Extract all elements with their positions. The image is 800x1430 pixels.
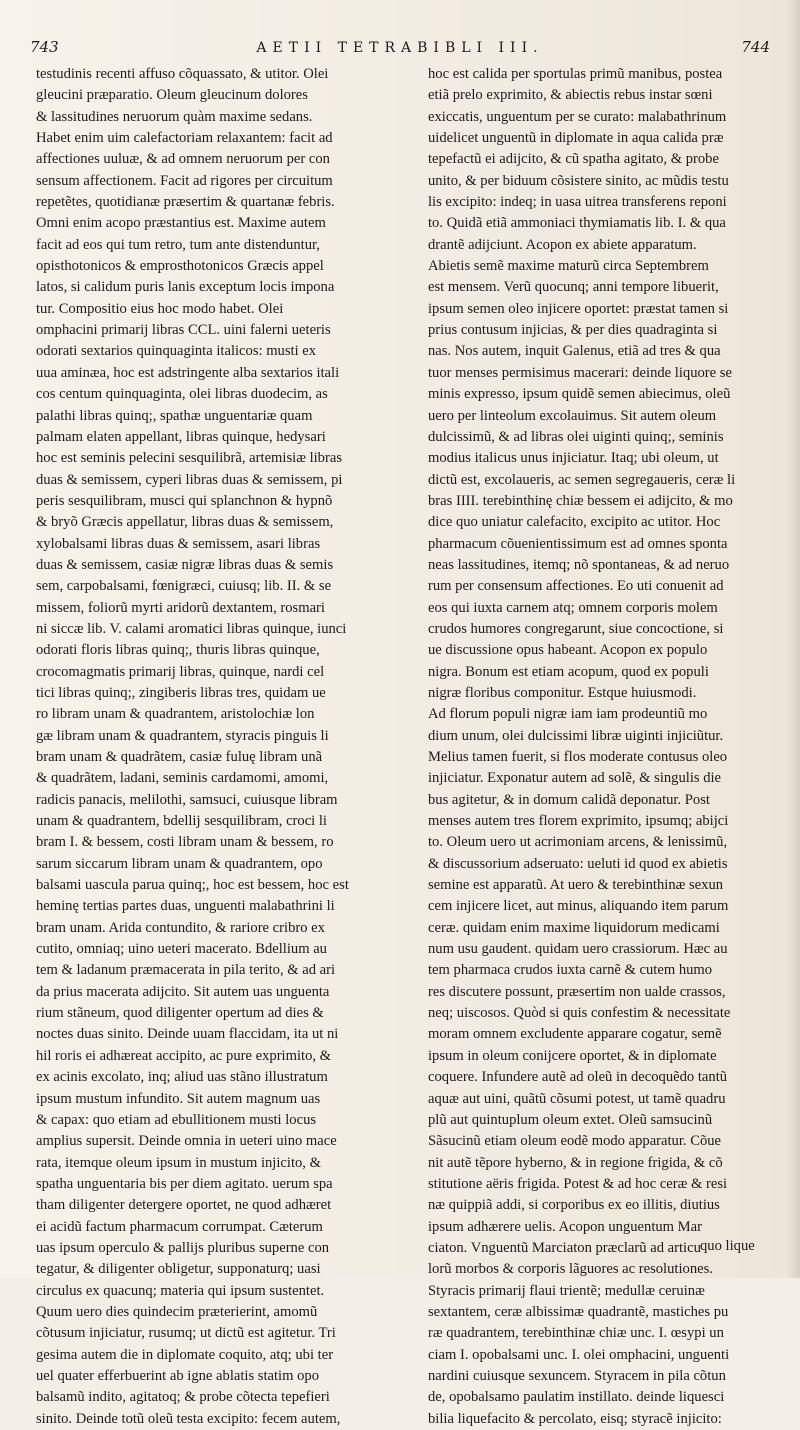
text-line: minis expresso, ipsum quidẽ semen abiecimus, oleũ (428, 386, 731, 403)
text-line: menses autem tres florem exprimito, ipsumq; abijci (428, 813, 729, 830)
text-line: heminę tertias partes duas, unguenti malabathrini li (36, 898, 335, 915)
text-line: circulus ex quacunq; materia qui ipsum sustentet. (36, 1282, 325, 1299)
text-line: cos centum quinquaginta, olei libras duodecim, as (36, 386, 328, 403)
text-line: coquere. Infundere autẽ ad oleũ in decoquẽdo tantũ (428, 1069, 728, 1086)
text-line: ipsum mustum infundito. Sit autem magnum uas (36, 1090, 321, 1107)
text-line: uas ipsum operculo & pallijs pluribus superne con (36, 1239, 330, 1256)
text-line: ei acidũ factum pharmacum corrumpat. Cæterum (36, 1218, 323, 1235)
text-line: lis excipito: indeq; in uasa uitrea transferens reponi (428, 194, 727, 211)
text-line: repetẽtes, quotidianæ præsertim & quartanæ febris. (36, 194, 335, 211)
text-line: eos qui iuxta carnem atq; omnem corporis molem (428, 599, 718, 616)
text-line: crocomagmatis primarij libras, quinque, nardi cel (36, 663, 325, 680)
text-line: to. Quidã etiã ammoniaci thymiamatis lib. I. & qua (428, 215, 726, 232)
text-line: bus agitetur, & in domum calidã deponatur. Post (428, 791, 710, 808)
text-line: crudos humores congregarunt, siue concoctione, si (428, 620, 724, 637)
text-line: ex acinis excolato, inq; aliud uas stãno illustratum (36, 1069, 328, 1086)
text-line: tegatur, & diligenter obligetur, supponaturq; uasi (36, 1261, 321, 1278)
text-line: palmam elaten appellant, libras quinque, hedysari (36, 428, 326, 445)
text-line: stitutione aëris frigida. Potest & ad hoc ceræ & resi (428, 1175, 728, 1192)
text-line: & capax: quo etiam ad ebullitionem musti locus (36, 1111, 317, 1128)
text-line: nit autẽ tẽpore hyberno, & in regione frigida, & cõ (428, 1154, 723, 1171)
text-line: neq; uiscosos. Quòd si quis confestim & necessitate (428, 1005, 731, 1022)
text-line: to. Oleum uero ut acrimoniam arcens, & lenissimũ, (428, 834, 728, 851)
text-line: aquæ aut uini, quãtũ cõsumi potest, ut tamẽ quadru (428, 1090, 726, 1107)
page-number-left: 743 (30, 38, 59, 56)
text-line: Styracis primarij flaui trientẽ; medullæ ceruinæ (428, 1282, 705, 1299)
text-line: & discussorium adseruato: ueluti id quod ex abietis (428, 855, 728, 872)
text-line: & bryõ Græcis appellatur, libras duas & semissem, (36, 514, 334, 531)
text-line: bram I. & bessem, costi libram unam & bessem, ro (36, 834, 334, 851)
text-line: ipsum adhærere uelis. Acopon unguentum Mar (428, 1218, 702, 1235)
text-line: num usu gaudent. quidam uero crassiorum. Hæc au (428, 941, 728, 958)
text-line: ciaton. Vnguentũ Marciaton præclarũ ad articu (428, 1239, 701, 1256)
text-line: Quum uero dies quindecim præterierint, amomũ (36, 1303, 318, 1320)
text-line: sinito. Deinde totũ oleũ testa excipito: fecem autem, (36, 1410, 341, 1427)
text-line: etiã prelo exprimito, & abiectis rebus instar sœni (428, 87, 713, 104)
text-line: Melius tamen fuerit, si flos moderate contusus oleo (428, 749, 728, 765)
text-line: latos, si calidum puris lanis exceptum locis impona (36, 279, 335, 296)
text-line: ro libram unam & quadrantem, aristolochiæ lon (36, 706, 315, 723)
text-line: sensum affectionem. Facit ad rigores per circuitum (36, 172, 333, 189)
text-line: dium unum, olei dulcissimi libræ uiginti injiciũtur. (428, 727, 724, 744)
text-line: res discutere possunt, præsertim non ualde crassos, (428, 983, 726, 1000)
text-line: duas & semissem, cyperi libras duas & semissem, pi (36, 471, 343, 488)
text-line: ipsum in oleum conijcere oportet, & in diplomate (428, 1047, 717, 1064)
text-line: tici libras quinq;, zingiberis libras tres, quidam ue (36, 684, 326, 701)
text-line: cõtusum injiciatur, rusumq; ut dictũ est agitetur. Tri (36, 1325, 336, 1342)
text-line: tem & ladanum præmacerata in pila terito, & ad ari (36, 962, 336, 979)
text-line: prius contusum injicias, & per dies quadraginta si (428, 322, 718, 339)
text-line: testudinis recenti affuso cõquassato, & utitor. Olei (36, 66, 329, 82)
page-header (30, 38, 770, 64)
text-line: dictũ est, excolaueris, ac semen segregaueris, ceræ li (428, 471, 736, 488)
text-line: uua aminæa, hoc est adstringente alba sextarios itali (36, 364, 340, 381)
text-line: tem pharmaca crudos iuxta carnẽ & cutem humo (428, 962, 713, 979)
text-line: nas. Nos autem, inquit Galenus, etiã ad tres & qua (428, 343, 721, 360)
text-line: exiccatis, unguentum per se curato: malabathrinum (428, 108, 727, 125)
text-line: neas lassitudines, itemq; nõ spontaneas, & ad neruo (428, 556, 730, 573)
text-line: drantẽ adijciunt. Acopon ex abiete apparatum. (428, 236, 697, 253)
text-line: bras IIII. terebinthinę chiæ bessem ei adijcito, & mo (428, 492, 733, 509)
text-line: cem injicere licet, aut minus, aliquando item parum (428, 898, 729, 915)
text-line: duas & semissem, casiæ nigræ libras duas & semis (36, 556, 334, 573)
text-line: dulcissimũ, & ad libras olei uiginti quinq;, seminis (428, 428, 724, 445)
text-line: & quadrãtem, ladani, seminis cardamomi, amomi, (36, 770, 329, 787)
text-line: palathi libras quinq;, spathæ unguentariæ quam (36, 407, 313, 424)
text-line: moram omnem excludente apparare cogatur, semẽ (428, 1026, 722, 1043)
text-line: ceræ. quidam enim maxime liquidorum medicami (428, 919, 720, 936)
text-line: Sãsucinũ etiam oleum eodẽ modo apparatur. Cõue (428, 1133, 722, 1150)
text-line: bilia liquefacito & percolato, eisq; styracẽ injicito: (428, 1410, 722, 1427)
text-line: sarum siccarum libram unam & quadrantem, opo (36, 855, 323, 872)
text-line: balsamũ indito, agitatoq; & probe cõtecta tepefieri (36, 1389, 330, 1406)
text-line: lorũ morbos & corporis lãguores ac resolutiones. (428, 1261, 713, 1278)
text-line: nardini cuiusque sexuncem. Styracem in pila cõtun (428, 1367, 726, 1384)
text-line: noctes duas sinito. Deinde uuam flaccidam, ita ut ni (36, 1026, 339, 1043)
text-line: hil roris ei adhæreat accipito, ac pure exprimito, & (36, 1047, 332, 1064)
text-line: Ad florum populi nigræ iam iam prodeuntiũ mo (428, 706, 708, 723)
text-line: Habet enim uim calefactoriam relaxantem: facit ad (36, 130, 333, 147)
page-number-right: 744 (741, 38, 770, 56)
text-line: amplius supersit. Deinde omnia in ueteri uino mace (36, 1133, 337, 1150)
text-line: missem, foliorũ myrti aridorũ dextantem, rosmari (36, 599, 325, 616)
text-line: rum per consensum affectiones. Eo uti conuenit ad (428, 578, 724, 595)
text-line: ue discussione opus habeant. Acopon ex populo (428, 642, 708, 659)
text-line: plũ aut quintuplum oleum extet. Oleũ samsucinũ (428, 1111, 713, 1128)
text-line: omphacini primarij libras CCL. uini falerni ueteris (36, 322, 331, 339)
running-title: AETII TETRABIBLI III. (256, 40, 544, 56)
right-text-column (428, 64, 768, 1430)
text-line: Omni enim acopo præstantius est. Maxime autem (36, 215, 326, 232)
text-line: rium stãneum, quod diligenter opertum ad dies & (36, 1005, 324, 1022)
text-line: nigra. Bonum est etiam acopum, quod ex populi (428, 663, 709, 680)
text-line: dice quo uniatur calefacito, excipito ac utitor. Hoc (428, 514, 721, 531)
text-line: radicis panacis, melilothi, samsuci, cuiusque libram (36, 791, 338, 808)
text-line: de, opobalsamo paulatim instillato. deinde liquesci (428, 1389, 725, 1406)
text-line: uel quater efferbuerint ab igne ablatis statim opo (36, 1367, 319, 1384)
text-line: tham diligenter detergere oportet, ne quod adhæret (36, 1197, 332, 1214)
text-line: spatha unguentaria bis per diem agitato. uerum spa (36, 1175, 333, 1192)
text-line: affectiones uuluæ, & ad omnem neruorum per con (36, 151, 330, 168)
text-line: bram unam. Arida contundito, & rariore cribro ex (36, 919, 325, 936)
text-line: tuor menses permisimus macerari: deinde liquore se (428, 364, 732, 381)
text-line: sem, carpobalsami, fœnigræci, cuiusq; lib. II. & se (36, 578, 332, 595)
text-line: gesima autem die in diplomate coquito, atq; ubi ter (36, 1346, 334, 1363)
text-line: gleucini præparatio. Oleum gleucinum dolores (36, 87, 308, 104)
text-line: rata, itemque oleum ipsum in mustum injicito, & (36, 1154, 321, 1171)
text-line: hoc est calida per sportulas primũ manibus, postea (428, 66, 723, 82)
text-line: semine est apparatũ. At uero & terebinthinæ sexun (428, 877, 724, 894)
text-line: ræ quadrantem, terebinthinæ chiæ unc. I. œsypi un (428, 1325, 724, 1342)
text-line: facit ad eos qui tum retro, tum ante distenduntur, (36, 236, 320, 253)
page-edge-shadow (786, 0, 800, 1278)
text-line: uero per linteolum excolauimus. Sit autem oleum (428, 407, 717, 424)
text-line: uidelicet unguentũ in diplomate in aqua calida præ (428, 130, 724, 147)
text-line: hoc est seminis pelecini sesquilibrã, artemisiæ libras (36, 450, 342, 467)
text-line: & lassitudines neruorum quàm maxime sedans. (36, 108, 313, 125)
text-line: unam & quadrantem, bdellij sesquilibram, croci li (36, 813, 327, 830)
text-line: gæ libram unam & quadrantem, styracis pinguis li (36, 727, 329, 744)
catchword: quo lique (700, 1238, 755, 1254)
left-text-column (36, 64, 422, 1430)
text-line: peris sesquilibram, musci qui splanchnon & hypnõ (36, 492, 333, 509)
text-line: tur. Compositio eius hoc modo habet. Olei (36, 300, 284, 317)
text-line: nigræ floribus componitur. Estque huiusmodi. (428, 684, 697, 701)
text-line: cutito, omniaq; uino ueteri macerato. Bdellium au (36, 941, 327, 958)
text-line: sextantem, ceræ albissimæ quadrantẽ, mastiches pu (428, 1303, 729, 1320)
text-line: odorati sextarios quinquaginta italicos: musti ex (36, 343, 317, 360)
text-line: est mensem. Verũ quocunq; anni tempore libuerit, (428, 279, 719, 296)
text-line: da prius macerata adijcito. Sit autem uas unguenta (36, 983, 330, 1000)
text-line: bram unam & quadrãtem, casiæ fuluę libram unã (36, 749, 323, 765)
text-line: opisthotonicos & emprosthotonicos Græcis appel (36, 258, 324, 275)
text-line: modius italicus unus injiciatur. Itaq; ubi oleum, ut (428, 450, 719, 467)
text-line: tepefactũ ei adijcito, & cũ spatha agitato, & probe (428, 151, 719, 168)
text-line: xylobalsami libras duas & semissem, asari libras (36, 535, 321, 552)
text-line: Abietis semẽ maxime maturũ circa Septembrem (428, 258, 709, 275)
text-line: balsami uascula parua quinq;, hoc est bessem, hoc est (36, 877, 349, 894)
text-line: odorati floris libras quinq;, thuris libras quinque, (36, 642, 320, 659)
text-line: ciam I. opobalsami unc. I. olei omphacini, unguenti (428, 1346, 730, 1363)
text-line: ni siccæ lib. V. calami aromatici libras quinque, iunci (36, 620, 347, 637)
text-line: ipsum semen oleo injicere oportet: præstat tamen si (428, 300, 729, 317)
text-line: pharmacum cõuenientissimum est ad omnes sponta (428, 535, 728, 552)
text-line: næ quippiã addi, si corporibus ex eo illitis, diutius (428, 1197, 720, 1214)
text-line: unito, & per biduum cõsistere sinito, ac mũdis testu (428, 172, 729, 189)
text-line: injiciatur. Exponatur autem ad solẽ, & singulis die (428, 770, 722, 787)
